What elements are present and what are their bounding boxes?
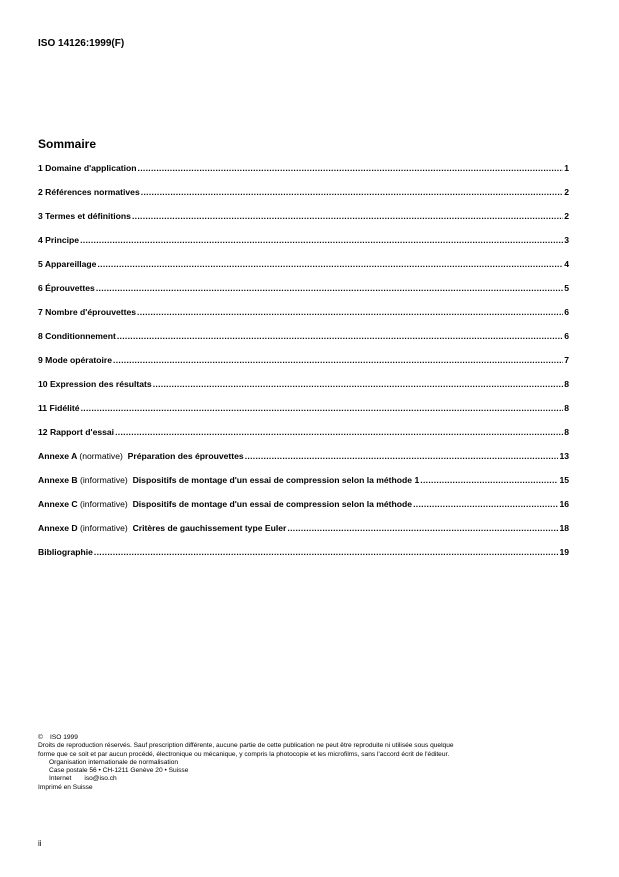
- toc-entry[interactable]: [38, 283, 569, 307]
- toc-leader: [420, 475, 558, 485]
- internet-email-link[interactable]: iso@iso.ch: [84, 775, 117, 783]
- toc-leader: [138, 163, 564, 173]
- toc-leader: [81, 403, 564, 413]
- toc-entry[interactable]: [38, 403, 569, 427]
- toc-entry-page: 1: [564, 163, 569, 173]
- copyright-line: [38, 734, 578, 742]
- copyright-symbol: ©: [38, 734, 43, 741]
- toc-leader: [287, 523, 558, 533]
- annex-label: Annexe A: [38, 451, 77, 461]
- toc-leader: [113, 355, 563, 365]
- toc-entry-page: 3: [564, 235, 569, 245]
- toc-entry-label: 8 Conditionnement: [38, 331, 116, 341]
- toc-entry-page: 2: [564, 187, 569, 197]
- toc-annex-entry[interactable]: [38, 451, 569, 475]
- toc-leader: [115, 427, 563, 437]
- toc-leader: [132, 211, 563, 221]
- annex-label: Annexe C: [38, 499, 78, 509]
- annex-status: (normative): [79, 451, 123, 461]
- toc-entry-page: 16: [559, 499, 569, 509]
- toc-leader: [97, 259, 563, 269]
- table-of-contents: [38, 163, 569, 571]
- toc-entry-label: 2 Références normatives: [38, 187, 140, 197]
- toc-entry-label: 5 Appareillage: [38, 259, 97, 269]
- page-number: ii: [38, 839, 42, 848]
- toc-entry-page: 13: [559, 451, 569, 461]
- toc-entry-label: 9 Mode opératoire: [38, 355, 113, 365]
- toc-entry[interactable]: [38, 211, 569, 235]
- copyright-text: ISO 1999: [50, 734, 78, 741]
- toc-annex-entry[interactable]: [38, 523, 569, 547]
- internet-line: [38, 775, 578, 783]
- toc-entry-page: 8: [564, 379, 569, 389]
- toc-annex-text: [38, 451, 244, 461]
- annex-label: Annexe B: [38, 475, 78, 485]
- toc-entry[interactable]: [38, 427, 569, 451]
- organization-name: Organisation internationale de normalisation: [49, 758, 179, 766]
- toc-annex-text: [38, 523, 286, 533]
- annex-status: (informative): [80, 523, 128, 533]
- toc-entry-page: 2: [564, 211, 569, 221]
- toc-leader: [141, 187, 563, 197]
- organization-address: Case postale 56 • CH-1211 Genève 20 • Suisse: [49, 767, 189, 775]
- toc-entry-label: 12 Rapport d'essai: [38, 427, 115, 437]
- annex-title: Préparation des éprouvettes: [127, 451, 244, 461]
- toc-entry[interactable]: [38, 235, 569, 259]
- toc-entry-page: 4: [564, 259, 569, 269]
- toc-annex-text: [38, 499, 412, 509]
- toc-entry-label: Bibliographie: [38, 547, 93, 557]
- toc-entry[interactable]: [38, 187, 569, 211]
- toc-annex-entry[interactable]: [38, 475, 569, 499]
- annex-label: Annexe D: [38, 523, 78, 533]
- annex-title: Dispositifs de montage d'un essai de compression selon la méthode 1: [132, 475, 420, 485]
- printed-in: Imprimé en Suisse: [38, 783, 93, 791]
- annex-title: Dispositifs de montage d'un essai de compression selon la méthode: [132, 499, 413, 509]
- toc-entry-label: 3 Termes et définitions: [38, 211, 131, 221]
- internet-label: Internet: [49, 775, 72, 783]
- toc-entry[interactable]: [38, 259, 569, 283]
- toc-title: Sommaire: [38, 137, 97, 151]
- toc-annex-text: [38, 475, 419, 485]
- toc-entry-page: 18: [559, 523, 569, 533]
- toc-entry[interactable]: [38, 331, 569, 355]
- toc-entry-page: 6: [564, 331, 569, 341]
- toc-entry-page: 7: [564, 355, 569, 365]
- toc-entry[interactable]: [38, 355, 569, 379]
- toc-entry-page: 19: [559, 547, 569, 557]
- toc-leader: [413, 499, 558, 509]
- toc-leader: [137, 307, 563, 317]
- toc-entry[interactable]: [38, 307, 569, 331]
- toc-leader: [96, 283, 563, 293]
- annex-status: (informative): [80, 499, 128, 509]
- toc-entry-label: 7 Nombre d'éprouvettes: [38, 307, 137, 317]
- toc-annex-entry[interactable]: [38, 499, 569, 523]
- toc-entry-label: 4 Principe: [38, 235, 80, 245]
- toc-leader: [80, 235, 563, 245]
- document-header: ISO 14126:1999(F): [38, 38, 125, 49]
- toc-entry-label: 10 Expression des résultats: [38, 379, 152, 389]
- toc-entry[interactable]: [38, 379, 569, 403]
- toc-leader: [94, 547, 559, 557]
- toc-leader: [117, 331, 563, 341]
- toc-entry-page: 8: [564, 427, 569, 437]
- toc-entry-page: 5: [564, 283, 569, 293]
- rights-line-2: forme que ce soit et par aucun procédé, électronique ou mécanique, y compris la photocopie et les microfilms, sans l'accord écrit de l'éditeur.: [38, 750, 450, 758]
- toc-leader: [245, 451, 559, 461]
- toc-entry-label: 11 Fidélité: [38, 403, 80, 413]
- toc-entry-label: 6 Éprouvettes: [38, 283, 95, 293]
- toc-bibliography-entry[interactable]: [38, 547, 569, 571]
- annex-status: (informative): [80, 475, 128, 485]
- annex-title: Critères de gauchissement type Euler: [132, 523, 287, 533]
- toc-entry-label: 1 Domaine d'application: [38, 163, 137, 173]
- copyright-notice: [38, 734, 578, 792]
- toc-entry-page: 15: [559, 475, 569, 485]
- rights-line-1: Droits de reproduction réservés. Sauf prescription différente, aucune partie de cette publication ne peut être reproduite ni utilisée sous quelque: [38, 742, 454, 750]
- toc-leader: [153, 379, 564, 389]
- toc-entry-page: 6: [564, 307, 569, 317]
- toc-entry[interactable]: [38, 163, 569, 187]
- toc-entry-page: 8: [564, 403, 569, 413]
